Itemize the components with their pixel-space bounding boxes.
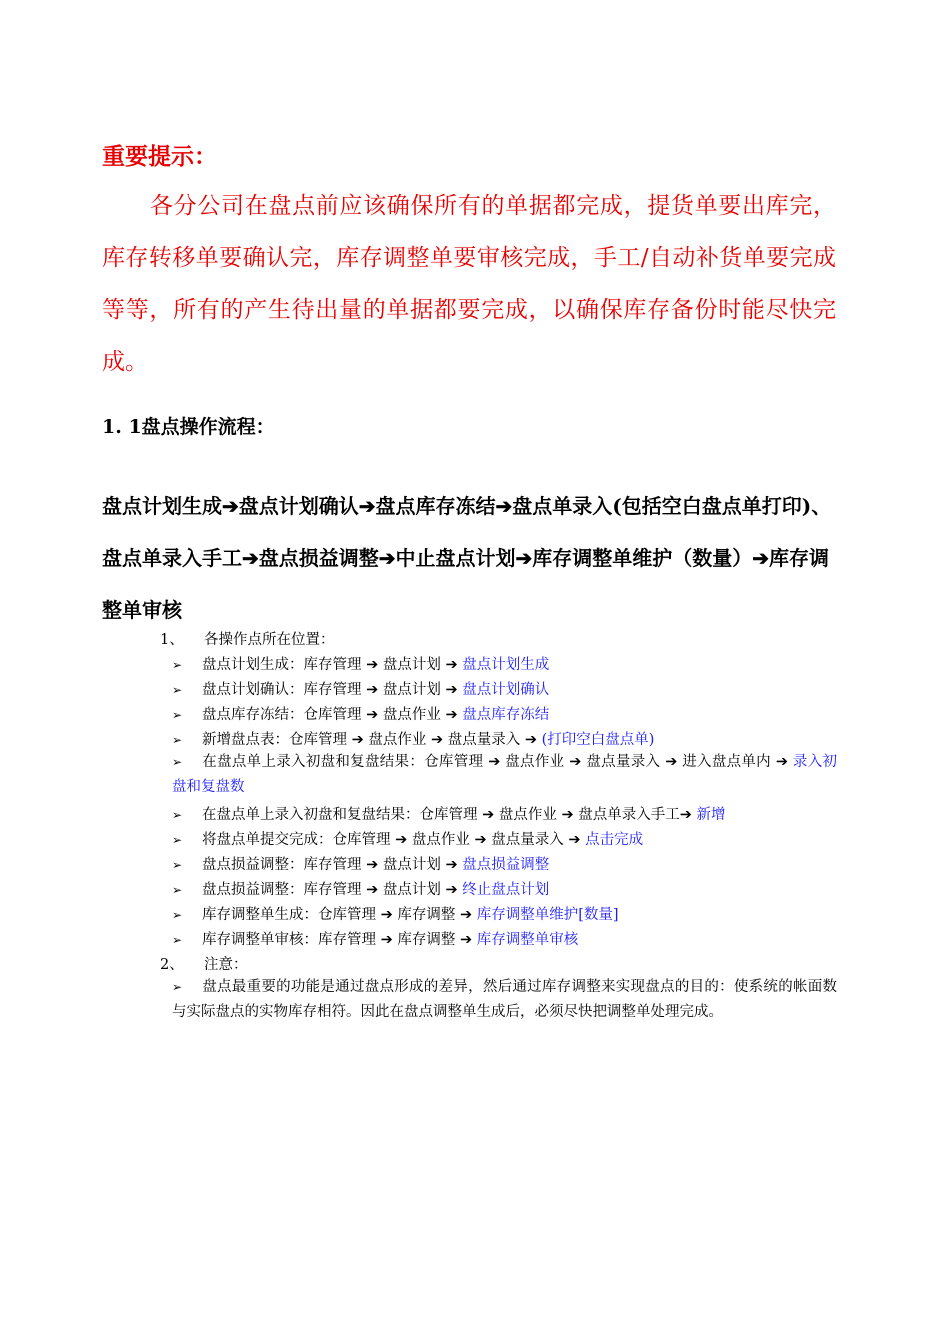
arrowhead-bullet-icon: ➢ [172,908,183,922]
note-text: 盘点最重要的功能是通过盘点形成的差异，然后通过库存调整来实现盘点的目的：使系统的帐面数与实际盘点的实物库存相符。因此在盘点调整单生成后，必须尽快把调整单处理完成。 [172,979,837,1020]
arrowhead-bullet-icon: ➢ [172,658,183,672]
arrowhead-bullet-icon: ➢ [172,980,183,994]
row-text: 库存调整单审核：库存管理 ➔ 库存调整 ➔ [202,932,477,948]
row-link[interactable]: 终止盘点计划 [462,882,550,898]
arrowhead-bullet-icon: ➢ [172,808,183,822]
row-text: 盘点计划生成：库存管理 ➔ 盘点计划 ➔ [202,657,463,673]
list-row [172,653,549,674]
arrowhead-bullet-icon: ➢ [172,858,183,872]
list-title: 各操作点所在位置： [204,632,335,648]
row-link[interactable]: 盘点库存冻结 [462,707,550,723]
row-link[interactable]: 点击完成 [585,832,644,848]
row-text: 盘点计划确认：库存管理 ➔ 盘点计划 ➔ [202,682,463,698]
list-number: 1、 [160,632,184,648]
notice-body: 各分公司在盘点前应该确保所有的单据都完成，提货单要出库完，库存转移单要确认完，库存调整单要审核完成，手工/自动补货单要完成等等，所有的产生待出量的单据都要完成，以确保库存备份时能尽快完成。 [102,193,836,375]
row-text: 盘点损益调整：库存管理 ➔ 盘点计划 ➔ [202,857,463,873]
list-row [172,903,619,924]
list-title: 注意： [204,957,248,973]
list-row-wrapped [172,750,837,800]
list-number: 2、 [160,957,184,973]
row-text: 盘点损益调整：库存管理 ➔ 盘点计划 ➔ [202,882,463,898]
arrowhead-bullet-icon: ➢ [172,933,183,947]
row-text: 库存调整单生成：仓库管理 ➔ 库存调整 ➔ [202,907,477,923]
list-row [172,928,578,949]
arrowhead-bullet-icon: ➢ [172,708,183,722]
row-link[interactable]: 新增 [696,807,726,823]
list-row [172,728,654,749]
row-text: 在盘点单上录入初盘和复盘结果：仓库管理 ➔ 盘点作业 ➔ 盘点单录入手工➔ [202,807,697,823]
list-row [172,703,549,724]
section-title: 1. 1盘点操作流程： [102,416,275,438]
row-link[interactable]: 盘点损益调整 [462,857,550,873]
row-link[interactable]: 库存调整单审核 [476,932,579,948]
notice-title: 重要提示： [102,143,217,170]
list-item-1 [160,628,335,649]
list-row [172,678,549,699]
arrowhead-bullet-icon: ➢ [172,883,183,897]
process-flow: 盘点计划生成➔盘点计划确认➔盘点库存冻结➔盘点单录入(包括空白盘点单打印)、盘点单录入手工➔盘点损益调整➔中止盘点计划➔库存调整单维护（数量）➔库存调整单审核 [102,494,832,622]
row-text: 将盘点单提交完成：仓库管理 ➔ 盘点作业 ➔ 盘点量录入 ➔ [202,832,586,848]
list-row [172,853,549,874]
row-text: 盘点库存冻结：仓库管理 ➔ 盘点作业 ➔ [202,707,463,723]
arrowhead-bullet-icon: ➢ [172,683,183,697]
note-paragraph [172,975,837,1025]
list-row [172,878,549,899]
row-link[interactable]: 盘点计划生成 [462,657,550,673]
row-text: 在盘点单上录入初盘和复盘结果：仓库管理 ➔ 盘点作业 ➔ 盘点量录入 ➔ 进入盘点单内 ➔ [202,754,793,770]
row-link[interactable]: 盘点计划确认 [462,682,550,698]
arrowhead-bullet-icon: ➢ [172,733,183,747]
list-item-2 [160,953,248,974]
arrowhead-bullet-icon: ➢ [172,755,183,769]
row-text: 新增盘点表：仓库管理 ➔ 盘点作业 ➔ 盘点量录入 ➔ [202,732,542,748]
arrowhead-bullet-icon: ➢ [172,833,183,847]
row-link[interactable]: 库存调整单维护[数量] [476,907,619,923]
list-row [172,828,643,849]
row-link[interactable]: 录入初盘和复盘数 [172,754,838,795]
list-row [172,803,726,824]
row-link[interactable]: (打印空白盘点单) [541,732,655,748]
